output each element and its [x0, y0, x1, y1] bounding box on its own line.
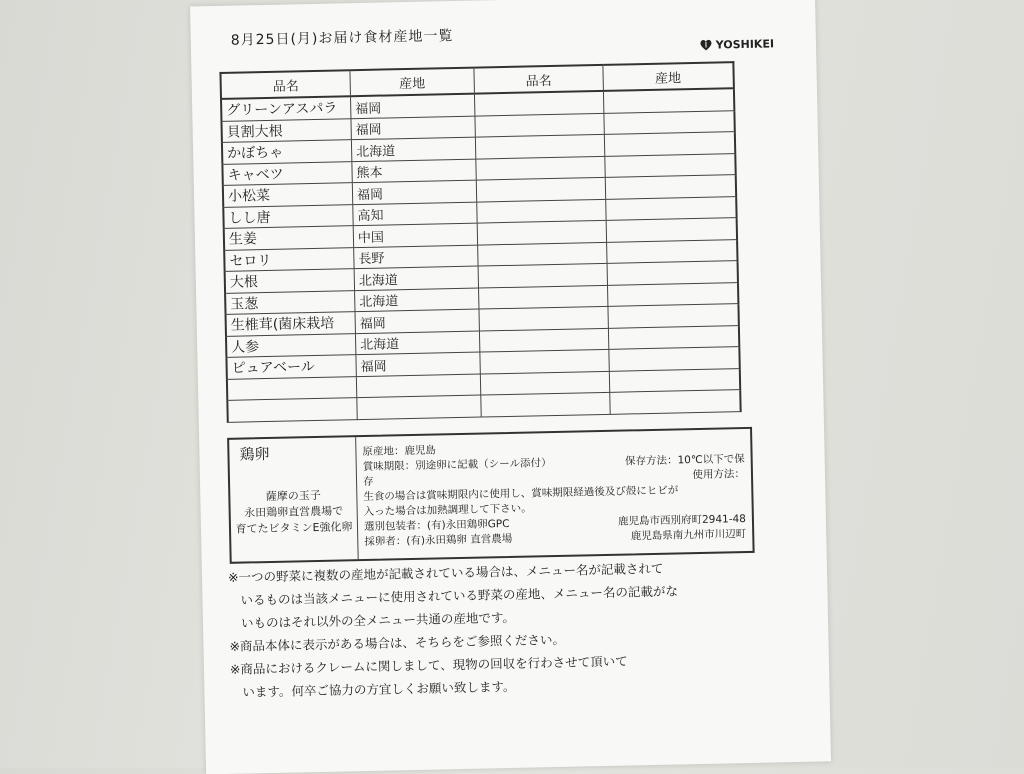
- brand-name: YOSHIKEI: [715, 36, 775, 52]
- egg-collector-address: 鹿児島県南九州市川辺町: [630, 528, 747, 543]
- item-name-cell: [476, 156, 605, 180]
- note-claims-1: ※商品におけるクレームに関しまして、現物の回収を行わさせて頂いて: [229, 653, 628, 677]
- item-name-cell: [475, 113, 604, 137]
- egg-section: [227, 427, 755, 564]
- origin-cell: 熊本: [352, 159, 476, 183]
- note-multiple-origins-1: ※一つの野菜に複数の産地が記載されている場合は、メニュー名が記載されて: [227, 560, 664, 585]
- brand-logo: [699, 36, 775, 52]
- item-name-cell: [227, 376, 357, 400]
- egg-label-cell: [229, 437, 359, 562]
- egg-details: [356, 429, 752, 559]
- item-name-cell: [474, 91, 603, 116]
- item-name-cell: [479, 285, 608, 309]
- origin-cell: [356, 374, 480, 398]
- item-name-cell: 小松菜: [223, 183, 353, 207]
- egg-usage-text-1: 生食の場合は賞味期限内に使用し、賞味期限経過後及び殻にヒビが: [363, 484, 679, 504]
- origin-cell: 北海道: [355, 331, 479, 355]
- origin-cell: 福岡: [350, 94, 474, 119]
- origin-table: [219, 61, 741, 422]
- origin-cell: 福岡: [355, 309, 479, 333]
- item-name-cell: キャベツ: [222, 161, 352, 185]
- item-name-cell: 貝割大根: [221, 118, 351, 142]
- egg-description: [230, 487, 357, 538]
- item-name-cell: [480, 371, 609, 395]
- origin-cell: 長野: [354, 245, 478, 269]
- note-multiple-origins-3: いものはそれ以外の全メニュー共通の産地です。: [240, 609, 516, 631]
- origin-cell: [604, 110, 735, 134]
- origin-cell: [609, 368, 740, 392]
- origin-cell: [605, 175, 736, 199]
- origin-cell: 北海道: [351, 137, 475, 161]
- header-item-name: 品名: [220, 70, 350, 99]
- egg-collector: 採卵者：(有)永田鶏卵 直営農場: [364, 532, 513, 549]
- origin-cell: 福岡: [351, 116, 475, 140]
- item-name-cell: グリーンアスパラ: [221, 96, 351, 121]
- origin-cell: 福岡: [352, 180, 476, 204]
- origin-cell: [609, 347, 740, 371]
- item-name-cell: [479, 306, 608, 330]
- item-name-cell: しし唐: [223, 204, 353, 228]
- egg-farm: 永田鶏卵直営農場で: [244, 504, 344, 520]
- item-name-cell: [475, 134, 604, 158]
- origin-cell: [606, 239, 737, 263]
- header-origin: 産地: [603, 62, 734, 91]
- item-name-cell: セロリ: [224, 247, 354, 271]
- origin-cell: 高知: [353, 202, 477, 226]
- item-name-cell: [478, 263, 607, 287]
- item-name-cell: [227, 398, 357, 422]
- item-name-cell: 大根: [225, 269, 355, 293]
- egg-name: 鶏卵: [239, 444, 270, 464]
- header-item-name: 品名: [474, 65, 603, 94]
- item-name-cell: 生椎茸(菌床栽培: [226, 312, 356, 336]
- header-origin: 産地: [350, 68, 475, 97]
- item-name-cell: [478, 242, 607, 266]
- item-name-cell: 生姜: [224, 226, 354, 250]
- egg-brand: 薩摩の玉子: [265, 488, 321, 504]
- item-name-cell: [481, 392, 610, 416]
- egg-origin: 原産地：鹿児島: [362, 444, 437, 459]
- item-name-cell: [479, 328, 608, 352]
- heart-leaf-icon: [699, 38, 713, 52]
- note-claims-2: います。何卒ご協力の方宜しくお願い致します。: [242, 678, 516, 700]
- egg-storage-cont: 存: [362, 475, 374, 489]
- item-name-cell: [477, 220, 606, 244]
- origin-cell: [607, 282, 738, 306]
- origin-cell: [603, 88, 734, 113]
- sheet-title: 8月25日(月)お届け食材産地一覧: [230, 28, 454, 49]
- egg-packer: 選別包装者：(有)永田鶏卵GPC: [363, 517, 510, 534]
- note-multiple-origins-2: いるものは当該メニューに使用されている野菜の産地、メニュー名の記載がな: [240, 583, 679, 608]
- item-name-cell: [477, 199, 606, 223]
- origin-cell: [608, 304, 739, 328]
- origin-cell: 北海道: [354, 266, 478, 290]
- footnotes: [228, 554, 791, 704]
- item-name-cell: 人参: [226, 333, 356, 357]
- origin-cell: [607, 261, 738, 285]
- table-body: [221, 88, 741, 422]
- egg-usage-label: 使用方法：: [692, 468, 746, 482]
- origin-cell: 中国: [353, 223, 477, 247]
- egg-feature: 育てたビタミンE強化卵: [235, 520, 353, 536]
- egg-packer-address: 鹿児島市西別府町2941-48: [617, 513, 747, 528]
- origin-cell: [357, 395, 481, 419]
- origin-cell: [606, 196, 737, 220]
- item-name-cell: 玉葱: [225, 290, 355, 314]
- item-name-cell: [480, 349, 609, 373]
- egg-usage-text-2: 入った場合は加熱調理して下さい。: [363, 502, 532, 519]
- origin-cell: [605, 153, 736, 177]
- note-product-label: ※商品本体に表示がある場合は、そちらをご参照ください。: [229, 631, 566, 654]
- egg-expiry: 賞味期限：別途卵に記載（シール添付）: [362, 457, 552, 474]
- origin-cell: [608, 325, 739, 349]
- item-name-cell: [476, 177, 605, 201]
- origin-cell: [610, 390, 741, 414]
- item-name-cell: かぼちゃ: [222, 140, 352, 164]
- origin-cell: [604, 132, 735, 156]
- egg-storage: 保存方法：10℃以下で保: [624, 453, 745, 468]
- origin-cell: 福岡: [356, 352, 480, 376]
- origin-cell: [606, 218, 737, 242]
- origin-cell: 北海道: [355, 288, 479, 312]
- produce-origin-sheet: [190, 0, 831, 774]
- item-name-cell: ピュアベール: [226, 355, 356, 379]
